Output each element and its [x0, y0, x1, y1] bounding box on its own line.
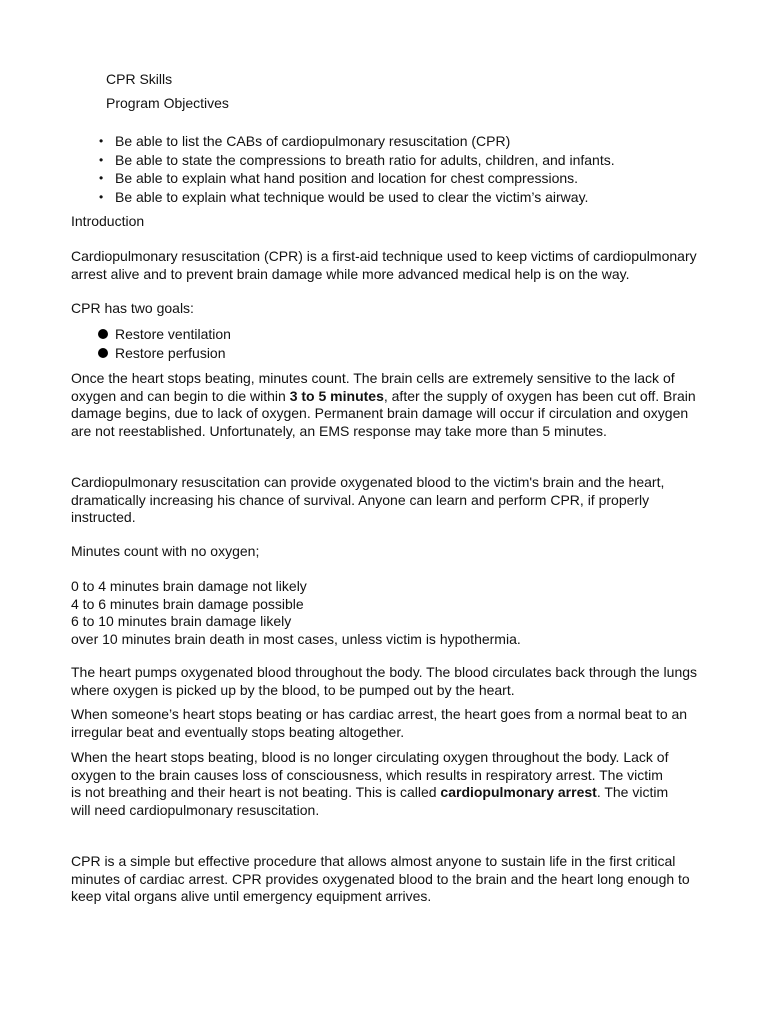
cpr-procedure-paragraph: CPR is a simple but effective procedure that allows almost anyone to sustain life in the first critical minutes of cardiac arrest. CPR provides oxygenated blood to the brain and the heart long enough to keep vital organs alive until emergency equipment arrives. — [71, 853, 690, 904]
section-heading-introduction: Introduction — [71, 213, 145, 229]
bullet-dot-icon — [98, 348, 108, 358]
bullet-dot-icon — [98, 329, 108, 339]
list-item: Restore ventilation — [71, 325, 371, 344]
document-title: CPR Skills — [106, 71, 173, 87]
list-item: over 10 minutes brain death in most cases, unless victim is hypothermia. — [71, 630, 521, 647]
arrest-explanation-paragraph: When the heart stops beating, blood is no longer circulating oxygen throughout the body. Lack of oxygen to the brain causes loss of consciousness, which results in respiratory arrest. The victim is not breathing and their heart is not beating. This is called cardiopulmonary arrest. The victim will need cardiopulmonary resuscitation. — [71, 749, 669, 818]
list-item: 0 to 4 minutes brain damage not likely — [71, 578, 307, 594]
cardiac-arrest-paragraph: When someone’s heart stops beating or has cardiac arrest, the heart goes from a normal beat to an irregular beat and eventually stops beating altogether. — [71, 706, 688, 740]
list-item: • Be able to list the CABs of cardiopulmonary resuscitation (CPR) — [99, 133, 511, 149]
list-item: • Be able to state the compressions to breath ratio for adults, children, and infants. — [99, 151, 615, 168]
bullet-icon: • — [99, 171, 104, 186]
objectives-list — [71, 132, 721, 206]
emphasis-text: cardiopulmonary arrest — [440, 784, 597, 800]
intro-paragraph: Cardiopulmonary resuscitation (CPR) is a first-aid technique used to keep victims of cardiopulmonary arrest alive and to prevent brain damage while more advanced medical help is on the way. — [71, 248, 697, 282]
list-item: 4 to 6 minutes brain damage possible — [71, 595, 304, 612]
list-item: • Be able to explain what technique would be used to clear the victim’s airway. — [99, 188, 589, 205]
document-subtitle: Program Objectives — [106, 95, 229, 111]
bullet-icon: • — [99, 152, 104, 167]
list-item: • Be able to explain what hand position and location for chest compressions. — [99, 170, 579, 187]
cpr-benefit-paragraph: Cardiopulmonary resuscitation can provide oxygenated blood to the victim's brain and the heart, dramatically increasing his chance of survival. Anyone can learn and perform CPR, if properly instructed. — [71, 474, 665, 525]
heart-pumps-paragraph: The heart pumps oxygenated blood throughout the body. The blood circulates back through the lungs where oxygen is picked up by the blood, to be pumped out by the heart. — [71, 664, 698, 698]
goals-list — [71, 325, 371, 362]
bullet-icon: • — [99, 189, 104, 204]
emphasis-text: 3 to 5 minutes — [289, 387, 384, 404]
minutes-heading: Minutes count with no oxygen; — [71, 543, 260, 559]
minutes-count-paragraph: Once the heart stops beating, minutes count. The brain cells are extremely sensitive to the lack of oxygen and can begin to die within 3 to 5 minutes, after the supply of oxygen has been cut off. Brain damage begins, due to lack of oxygen. Permanent brain damage will occur if circulation and oxygen are not reestablished. Unfortunately, an EMS response may take more than 5 minutes. — [71, 370, 696, 439]
goals-intro: CPR has two goals: — [71, 300, 194, 316]
list-item: 6 to 10 minutes brain damage likely — [71, 613, 292, 629]
minutes-list — [71, 578, 711, 648]
bullet-icon: • — [99, 134, 104, 148]
list-item: Restore perfusion — [71, 344, 371, 363]
